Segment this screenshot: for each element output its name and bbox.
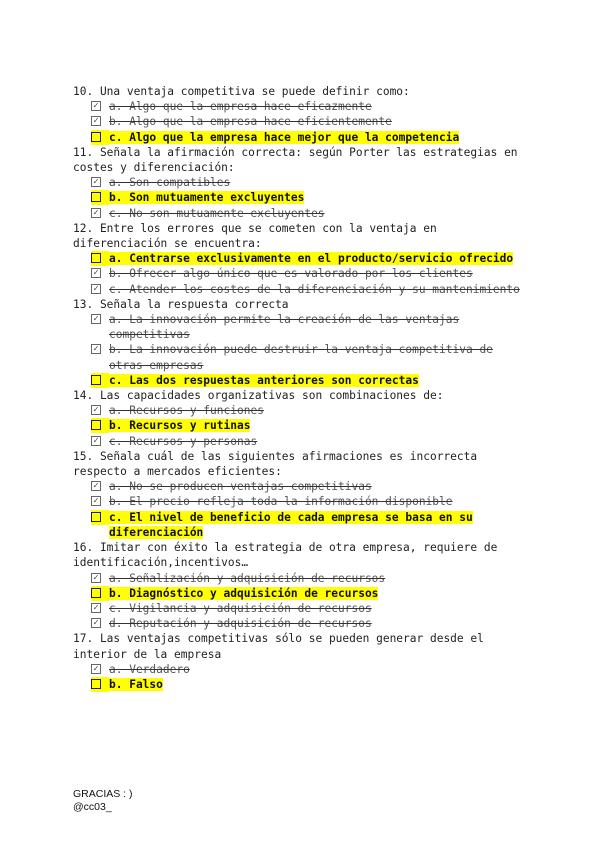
footer [73, 788, 133, 814]
checkbox-checked-icon [91, 344, 101, 354]
option-text: a. Señalización y adquisición de recursos [109, 571, 386, 585]
question-text: 14. Las capacidades organizativas son combinaciones de: [73, 389, 444, 403]
question-text: 12. Entre los errores que se cometen con la ventaja en diferenciación se encuentra: [73, 221, 437, 251]
checkbox-empty-icon [91, 192, 101, 202]
checkbox-empty-icon [91, 132, 101, 142]
answer-option-discarded [91, 601, 533, 616]
checkbox-checked-icon [91, 101, 101, 111]
question-text: 13. Señala la respuesta correcta [73, 297, 289, 311]
option-text: c. Vigilancia y adquisición de recursos [109, 601, 372, 615]
checkbox-empty-icon [91, 420, 101, 430]
answer-option-discarded [91, 571, 533, 586]
answer-option-discarded [91, 662, 533, 677]
answer-option-discarded [91, 266, 533, 281]
checkbox-checked-icon [91, 664, 101, 674]
option-text: c. Algo que la empresa hace mejor que la competencia [109, 130, 460, 144]
checkbox-checked-icon [91, 481, 101, 491]
checkbox-checked-icon [91, 405, 101, 415]
answer-option-correct [91, 190, 533, 205]
checkbox-checked-icon [91, 436, 101, 446]
checkbox-checked-icon [91, 116, 101, 126]
question-text: 16. Imitar con éxito la estrategia de otra empresa, requiere de identificación,incentivos… [73, 541, 498, 570]
option-text: a. Algo que la empresa hace eficazmente [109, 100, 372, 114]
option-text: d. Reputación y adquisición de recursos [109, 617, 372, 631]
checkbox-checked-icon [91, 573, 101, 583]
checkbox-checked-icon [91, 177, 101, 187]
option-text: b. Recursos y rutinas [109, 419, 251, 433]
checkbox-checked-icon [91, 284, 101, 294]
checkbox-empty-icon [91, 512, 101, 522]
question-text: 10. Una ventaja competitiva se puede definir como: [73, 85, 410, 98]
author-handle: @cc03_ [73, 801, 112, 813]
option-text: b. Ofrecer algo único que es valorado por los clientes [109, 267, 473, 281]
option-text: b. Son mutuamente excluyentes [109, 191, 305, 205]
option-text: a. Verdadero [109, 662, 190, 676]
answer-option-discarded [91, 114, 533, 129]
checkbox-checked-icon [91, 208, 101, 218]
answer-option-discarded [91, 403, 533, 418]
answer-option-discarded [91, 175, 533, 190]
option-text: a. La innovación permite la creación de las ventajas competitivas [109, 313, 460, 342]
option-text: a. Centrarse exclusivamente en el producto/servicio ofrecido [109, 252, 514, 266]
thanks-text: GRACIAS : ) [73, 788, 133, 800]
option-text: b. Algo que la empresa hace eficientemente [109, 115, 392, 129]
question-text: 11. Señala la afirmación correcta: según Porter las estrategias en costes y diferenciación: [73, 145, 518, 175]
option-text: b. La innovación puede destruir la ventaja competitiva de otras empresas [109, 343, 493, 372]
option-text: c. Recursos y personas [109, 434, 258, 448]
answer-option-discarded [91, 494, 533, 509]
checkbox-checked-icon [91, 603, 101, 613]
option-text: a. Recursos y funciones [109, 404, 264, 418]
answer-option-discarded [91, 434, 533, 449]
answer-option-discarded [91, 312, 533, 342]
answer-option-discarded [91, 616, 533, 631]
checkbox-checked-icon [91, 618, 101, 628]
option-text: c. Atender los costes de la diferenciación y su mantenimiento [109, 282, 520, 296]
option-text: c. Las dos respuestas anteriores son correctas [109, 373, 419, 387]
checkbox-empty-icon [91, 588, 101, 598]
quiz-content [73, 84, 533, 692]
option-text: b. El precio refleja toda la información disponible [109, 495, 453, 509]
checkbox-checked-icon [91, 268, 101, 278]
answer-option-correct [91, 130, 533, 145]
answer-option-correct [91, 373, 533, 388]
answer-option-discarded [91, 479, 533, 494]
option-text: c. No son mutuamente excluyentes [109, 206, 325, 220]
answer-option-discarded [91, 206, 533, 221]
question-text: 15. Señala cuál de las siguientes afirmaciones es incorrecta respecto a mercados eficientes: [73, 449, 478, 479]
answer-option-discarded [91, 282, 533, 297]
checkbox-empty-icon [91, 253, 101, 263]
answer-option-correct [91, 677, 533, 692]
answer-option-discarded [91, 99, 533, 114]
answer-option-correct [91, 510, 533, 540]
answer-option-discarded [91, 342, 533, 372]
answer-option-correct [91, 586, 533, 601]
checkbox-empty-icon [91, 375, 101, 385]
checkbox-checked-icon [91, 314, 101, 324]
answer-option-correct [91, 251, 533, 266]
checkbox-checked-icon [91, 496, 101, 506]
option-text: b. Diagnóstico y adquisición de recursos [109, 586, 379, 600]
checkbox-empty-icon [91, 679, 101, 689]
option-text: b. Falso [109, 677, 163, 691]
option-text: a. Son compatibles [109, 176, 231, 190]
option-text: a. No se producen ventajas competitivas [109, 480, 372, 494]
option-text: c. El nivel de beneficio de cada empresa se basa en su diferenciación [109, 510, 473, 539]
answer-option-correct [91, 418, 533, 433]
question-text: 17. Las ventajas competitivas sólo se pueden generar desde el interior de la empresa [73, 632, 484, 661]
